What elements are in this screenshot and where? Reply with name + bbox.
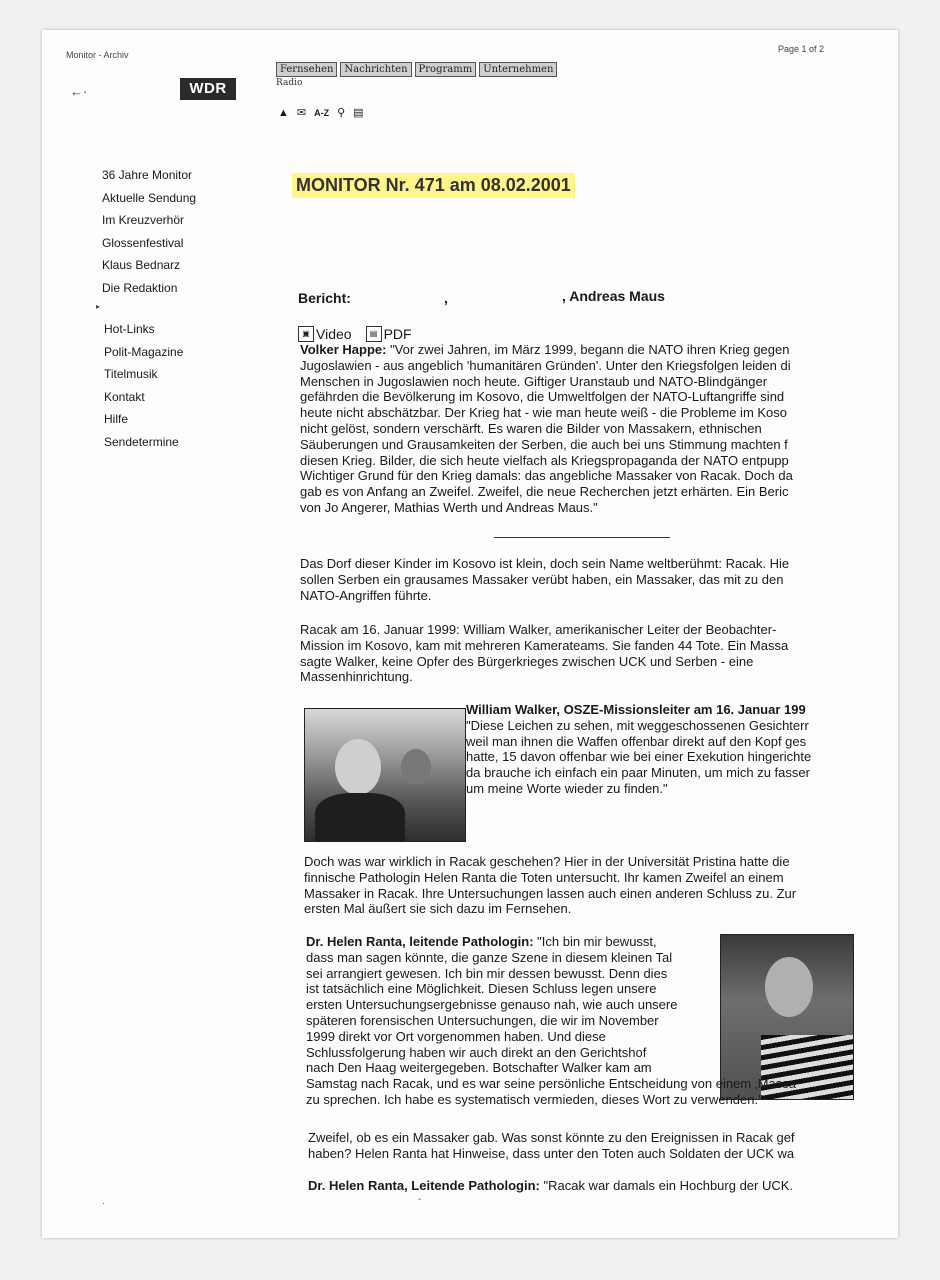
para-line: Das Dorf dieser Kinder im Kosovo ist klein, doch sein Name weltberühmt: Racak. Hie: [300, 556, 790, 571]
section-divider: [494, 537, 670, 538]
ranta-quote-2-speaker: Dr. Helen Ranta, Leitende Pathologin:: [308, 1178, 540, 1193]
intro-line: von Jo Angerer, Mathias Werth und Andreas Maus.": [300, 499, 598, 515]
sidebar-item-polit-magazine[interactable]: Polit-Magazine: [104, 344, 184, 359]
search-icon[interactable]: ⚲: [337, 107, 346, 119]
para-line: Doch was war wirklich in Racak geschehen? Hier in der Universität Pristina hatte die: [304, 854, 790, 869]
nav-nachrichten[interactable]: Nachrichten: [340, 62, 411, 77]
sidebar-item-hot-links[interactable]: Hot-Links: [104, 322, 155, 336]
quote-line: um meine Worte wieder zu finden.": [466, 780, 668, 796]
az-link[interactable]: A-Z: [314, 107, 330, 118]
quote-line: 1999 direkt vor Ort vorgenommen haben. Und diese: [306, 1028, 606, 1044]
top-nav: [276, 62, 557, 77]
sidebar-item-redaktion[interactable]: Die Redaktion: [102, 280, 178, 295]
pdf-link[interactable]: [366, 326, 412, 342]
quote-line: Samstag nach Racak, und es war seine persönliche Entscheidung von einem ‚Massa: [306, 1076, 796, 1091]
quote-line: ersten Untersuchungsergebnisse genauso nah, wie auch unsere: [306, 997, 678, 1013]
quote-line: nach Den Haag weitergegeben. Botschafter Walker kam am: [306, 1060, 652, 1076]
para-line: sagte Walker, keine Opfer des Bürgerkrieges zwischen UCK und Serben - eine: [300, 653, 754, 669]
nav-unternehmen[interactable]: Unternehmen: [479, 62, 557, 77]
sidebar-item-kreuzverhoer[interactable]: Im Kreuzverhör: [102, 213, 185, 227]
intro-line: Menschen in Jugoslawien noch heute. Giftiger Uranstaub und NATO-Blindgänger: [300, 373, 768, 389]
quote-line: zu sprechen. Ich habe es systematisch vermieden, dieses Wort zu verwenden.": [306, 1091, 763, 1107]
back-arrow-icon[interactable]: ←·: [70, 84, 88, 99]
page-title: MONITOR Nr. 471 am 08.02.2001: [292, 173, 575, 198]
bericht-label: Bericht:: [298, 290, 351, 306]
print-icon[interactable]: ▤: [353, 107, 364, 119]
walker-photo: [304, 708, 466, 842]
intro-line: gab es von Anfang an Zweifel. Zweifel, die neue Recherchen jetzt erhärten. Ein Beric: [300, 484, 789, 500]
sidebar-item-hilfe[interactable]: Hilfe: [104, 412, 129, 426]
intro-line: Säuberungen und Grausamkeiten der Serben, die auch bei uns Stimmung machten f: [300, 436, 788, 452]
quote-line: weil man ihnen die Waffen offenbar direkt auf den Kopf ges: [466, 733, 807, 749]
scan-mark: -: [418, 1194, 422, 1205]
intro-line: diesen Krieg. Bilder, die sich heute vielfach als Kriegspropaganda der NATO entpupp: [300, 452, 789, 468]
walker-quote-speaker: William Walker, OSZE-Missionsleiter am 16. Januar 199: [466, 702, 806, 717]
nav-fernsehen[interactable]: Fernsehen: [276, 62, 337, 77]
photo-body: [315, 793, 405, 842]
tool-icons: [278, 106, 364, 119]
quote-line: Schlussfolgerung haben wir auch direkt an den Gerichtshof: [306, 1044, 647, 1060]
intro-line: Jugoslawien - aus angeblich 'humanitären Gründen'. Unter den Kriegsfolgen leiden di: [300, 357, 791, 373]
intro-speaker: Volker Happe:: [300, 342, 387, 357]
intro-paragraph: [300, 342, 888, 516]
paragraph-2: [300, 622, 888, 685]
quote-line: da brauche ich einfach ein paar Minuten, um mich zu fasser: [466, 765, 810, 781]
nav-programm[interactable]: Programm: [415, 62, 477, 77]
scan-mark: ·: [102, 1198, 106, 1209]
nav-radio[interactable]: Radio: [276, 78, 303, 88]
intro-line: heute nicht abschätzbar. Der Krieg hat - wie man heute weiß - die Probleme im Koso: [300, 405, 788, 421]
intro-line: nicht gelöst, sondern verschärft. Es waren die Bilder von Massakern, ethnischen: [300, 420, 762, 436]
para-line: haben? Helen Ranta hat Hinweise, dass unter den Toten auch Soldaten der UCK wa: [308, 1145, 795, 1161]
ranta-quote-speaker: Dr. Helen Ranta, leitende Pathologin:: [306, 934, 534, 949]
sidebar-item-sendetermine[interactable]: Sendetermine: [104, 434, 179, 449]
media-links: [298, 326, 412, 342]
sidebar-item-aktuelle-sendung[interactable]: Aktuelle Sendung: [102, 190, 197, 205]
photo-face: [765, 957, 813, 1017]
para-line: finnische Pathologin Helen Ranta die Toten untersucht. Ihr kamen Zweifel an einem: [304, 869, 784, 885]
sidebar-nav-secondary: [104, 318, 183, 453]
sidebar-item-klaus-bednarz[interactable]: Klaus Bednarz: [102, 258, 181, 272]
quote-line: dass man sagen könnte, die ganze Szene in diesem kleinen Tal: [306, 949, 673, 965]
pdf-label: PDF: [383, 326, 412, 342]
paragraph-3: [304, 854, 892, 917]
para-line: NATO-Angriffen führte.: [300, 587, 432, 603]
ranta-quote-2: [308, 1178, 860, 1194]
mail-icon[interactable]: ✉: [296, 107, 307, 119]
paragraph-1: [300, 556, 888, 603]
sidebar-item-titelmusik[interactable]: Titelmusik: [104, 367, 158, 381]
para-line: Massaker in Racak. Ihre Untersuchungen lassen auch einen anderen Schluss zu. Zur: [304, 885, 797, 901]
video-link[interactable]: [298, 326, 352, 342]
video-label: Video: [316, 326, 352, 342]
scanned-page: [42, 30, 898, 1238]
quote-line: "Ich bin mir bewusst,: [533, 934, 657, 949]
photo-face: [401, 749, 431, 785]
quote-line: ist tatsächlich eine Möglichkeit. Diesen Schluss legen unsere: [306, 981, 657, 997]
walker-quote: [466, 702, 890, 797]
bullet-arrow-icon: ▸: [96, 302, 101, 311]
quote-line: hatte, 15 davon offenbar wie bei einer Exekution hingerichte: [466, 749, 812, 765]
quote-line: sei arrangiert gewesen. Ich bin mir dessen bewusst. Denn dies: [306, 965, 668, 981]
sidebar-item-glossenfestival[interactable]: Glossenfestival: [102, 235, 184, 250]
intro-line: gefährden die Bevölkerung im Kosovo, die Umweltfolgen der NATO-Luftangriffe sind: [300, 389, 785, 405]
pdf-icon: ▤: [366, 326, 382, 342]
header-left-text: Monitor - Archiv: [66, 50, 129, 60]
video-icon: ▣: [298, 326, 314, 342]
quote-line: "Racak war damals ein Hochburg der UCK.: [539, 1178, 794, 1193]
page-number: Page 1 of 2: [778, 44, 825, 54]
sidebar-nav-primary: [102, 164, 196, 299]
quote-line: "Diese Leichen zu sehen, mit weggeschossenen Gesichterr: [466, 717, 809, 733]
para-line: Zweifel, ob es ein Massaker gab. Was sonst könnte zu den Ereignissen in Racak gef: [308, 1130, 795, 1145]
bericht-separator: ,: [444, 290, 448, 306]
sidebar-item-36-jahre[interactable]: 36 Jahre Monitor: [102, 168, 193, 182]
photo-face: [335, 739, 381, 795]
para-line: Racak am 16. Januar 1999: William Walker, amerikanischer Leiter der Beobachter-: [300, 622, 777, 637]
report-author: , Andreas Maus: [562, 288, 665, 304]
wdr-logo[interactable]: WDR: [180, 78, 236, 100]
paragraph-4: [308, 1130, 860, 1162]
intro-line-0: "Vor zwei Jahren, im März 1999, begann die NATO ihren Krieg gegen: [386, 342, 790, 357]
ranta-quote-continued: [306, 1076, 858, 1108]
quote-line: späteren forensischen Untersuchungen, die wir im November: [306, 1012, 659, 1028]
sidebar-item-kontakt[interactable]: Kontakt: [104, 389, 145, 404]
para-line: ersten Mal äußert sie sich dazu im Fernsehen.: [304, 901, 572, 917]
para-line: Mission im Kosovo, kam mit mehreren Kamerateams. Sie fanden 44 Tote. Ein Massa: [300, 637, 789, 653]
intro-line: Wichtiger Grund für den Krieg damals: das angebliche Massaker von Racak. Doch da: [300, 468, 793, 484]
para-line: sollen Serben ein grausames Massaker verübt haben, ein Massaker, das mit zu den: [300, 571, 784, 587]
para-line: Massenhinrichtung.: [300, 669, 413, 685]
ranta-quote: [306, 934, 720, 1076]
home-icon[interactable]: ▲: [278, 106, 289, 119]
